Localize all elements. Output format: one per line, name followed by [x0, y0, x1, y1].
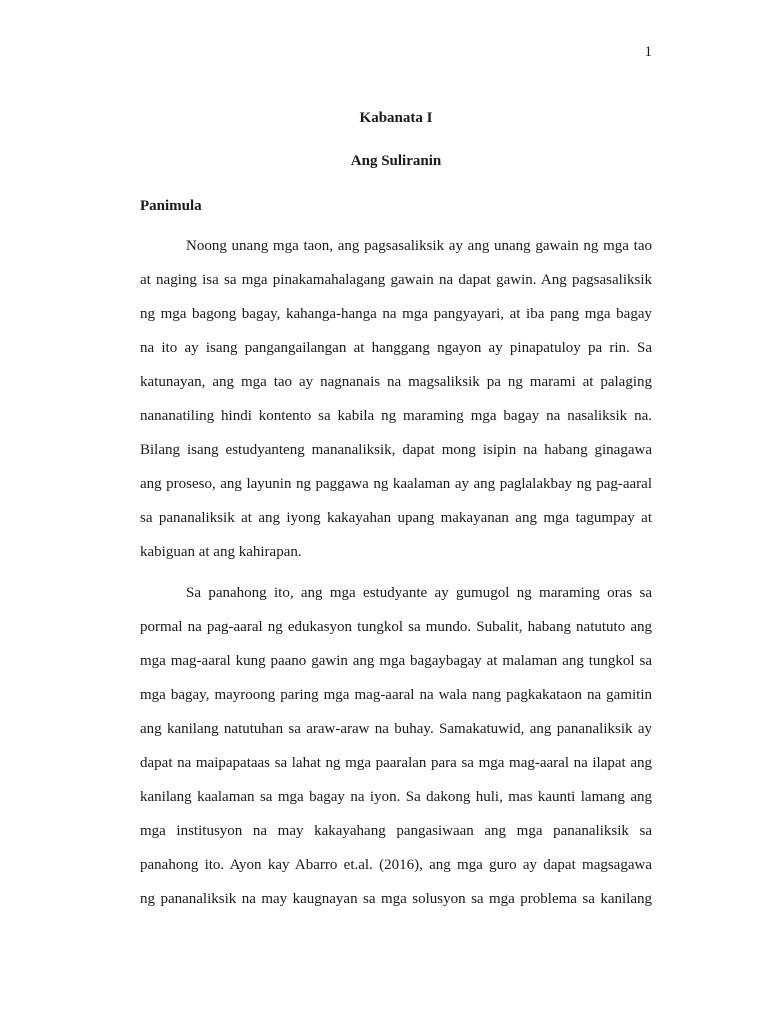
chapter-title: Ang Suliranin — [350, 153, 442, 169]
paragraph-line: dapat na maipapataas sa lahat ng mga paaralan para sa mga mag-aaral na ilapat ang — [140, 755, 652, 771]
paragraph-line: mga mag-aaral kung paano gawin ang mga bagaybagay at malaman ang tungkol sa — [140, 653, 652, 669]
paragraph-line: Sa panahong ito, ang mga estudyante ay gumugol ng maraming oras sa — [186, 585, 652, 601]
paragraph-1 — [140, 237, 652, 577]
page-number: 1 — [644, 44, 652, 60]
paragraph-line: sa pananaliksik at ang iyong kakayahan upang makayanan ang mga tagumpay at — [140, 510, 652, 526]
paragraph-line: panahong ito. Ayon kay Abarro et.al. (2016), ang mga guro ay dapat magsagawa — [140, 857, 652, 873]
paragraph-2 — [140, 584, 652, 924]
paragraph-line: Noong unang mga taon, ang pagsasaliksik ay ang unang gawain ng mga tao — [186, 238, 652, 254]
paragraph-line: ng mga bagong bagay, kahanga-hanga na mga pangyayari, at iba pang mga bagay — [140, 306, 652, 322]
paragraph-line: Bilang isang estudyanteng mananaliksik, dapat mong isipin na habang ginagawa — [140, 442, 652, 458]
paragraph-line: mga bagay, mayroong paring mga mag-aaral na wala nang pagkakataon na gamitin — [140, 687, 652, 703]
paragraph-line: ang kanilang natutuhan sa araw-araw na buhay. Samakatuwid, ang pananaliksik ay — [140, 721, 652, 737]
paragraph-line: mga institusyon na may kakayahang pangasiwaan ang mga pananaliksik sa — [140, 823, 652, 839]
paragraph-line: nananatiling hindi kontento sa kabila ng maraming mga bagay na nasaliksik na. — [140, 408, 652, 424]
chapter-heading: Kabanata I — [359, 110, 433, 126]
paragraph-line: katunayan, ang mga tao ay nagnanais na magsaliksik pa ng marami at palaging — [140, 374, 652, 390]
section-heading: Panimula — [140, 198, 202, 214]
paragraph-line: pormal na pag-aaral ng edukasyon tungkol sa mundo. Subalit, habang natututo ang — [140, 619, 652, 635]
paragraph-line: ang proseso, ang layunin ng paggawa ng kaalaman ay ang paglalakbay ng pag-aaral — [140, 476, 652, 492]
paragraph-line: at naging isa sa mga pinakamahalagang gawain na dapat gawin. Ang pagsasaliksik — [140, 272, 652, 288]
paragraph-line: na ito ay isang pangangailangan at hanggang ngayon ay pinapatuloy pa rin. Sa — [140, 340, 652, 356]
paragraph-line: kanilang kaalaman sa mga bagay na iyon. Sa dakong huli, mas kaunti lamang ang — [140, 789, 652, 805]
paragraph-line: kabiguan at ang kahirapan. — [140, 544, 302, 560]
paragraph-line: ng pananaliksik na may kaugnayan sa mga solusyon sa mga problema sa kanilang — [140, 891, 652, 907]
